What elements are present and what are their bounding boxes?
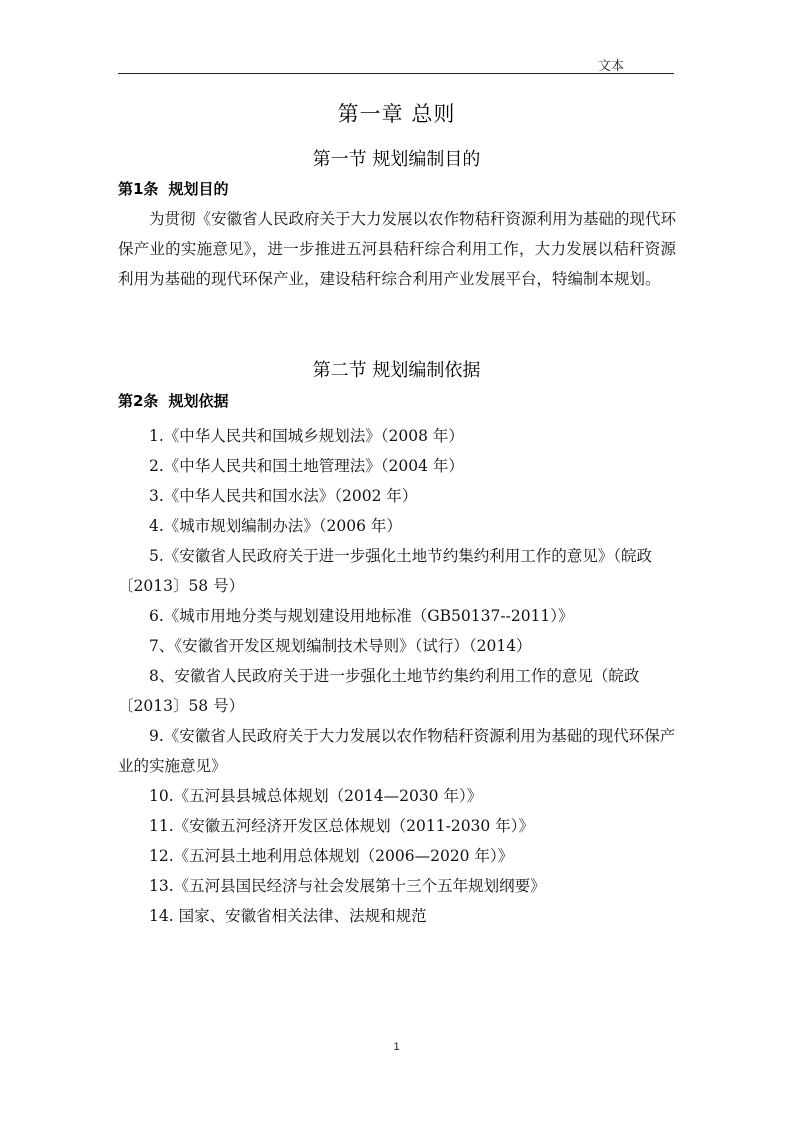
article-number: 第1条 — [118, 180, 159, 198]
chapter-title: 第一章 总则 — [337, 102, 456, 126]
article-title: 规划目的 — [168, 180, 229, 198]
header-rule — [118, 73, 674, 74]
list-item: 4.《城市规划编制办法》（2006 年） — [149, 517, 402, 535]
section-title-basis: 第二节 规划编制依据 — [312, 360, 481, 381]
list-item: 12.《五河县土地利用总体规划（2006—2020 年）》 — [149, 847, 514, 865]
list-item: 5.《安徽省人民政府关于进一步强化土地节约集约利用工作的意见》（皖政〔2013〕58 号） — [118, 547, 653, 595]
basis-list — [118, 421, 676, 931]
list-item: 8、安徽省人民政府关于进一步强化土地节约集约利用工作的意见（皖政〔2013〕58 号） — [118, 667, 640, 715]
section-title-purpose: 第一节 规划编制目的 — [312, 149, 481, 170]
list-item: 9.《安徽省人民政府关于大力发展以农作物秸秆资源利用为基础的现代环保产业的实施意见》 — [118, 727, 676, 775]
list-item: 13.《五河县国民经济与社会发展第十三个五年规划纲要》 — [149, 877, 546, 895]
list-item: 3.《中华人民共和国水法》（2002 年） — [149, 487, 418, 505]
page-number: 1 — [393, 1041, 400, 1053]
list-item: 11.《安徽五河经济开发区总体规划（2011-2030 年）》 — [149, 817, 534, 835]
list-item: 7、《安徽省开发区规划编制技术导则》（试行）（2014） — [149, 637, 532, 655]
list-item: 14. 国家、安徽省相关法律、法规和规范 — [149, 907, 427, 925]
purpose-paragraph: 为贯彻《安徽省人民政府关于大力发展以农作物秸秆资源利用为基础的现代环保产业的实施意见》，进一步推进五河县秸秆综合利用工作，大力发展以秸秆资源利用为基础的现代环保产业，建设秸秆综合利用产业发展平台，特编制本规划。 — [118, 210, 677, 288]
list-item: 6.《城市用地分类与规划建设用地标准（GB50137--2011）》 — [149, 607, 574, 625]
list-item: 10.《五河县县城总体规划（2014—2030 年）》 — [149, 787, 483, 805]
article-heading-1 — [118, 178, 228, 199]
article-heading-2 — [118, 390, 228, 411]
header-label: 文本 — [598, 59, 625, 74]
article-title: 规划依据 — [168, 392, 229, 410]
list-item: 2.《中华人民共和国土地管理法》（2004 年） — [149, 457, 464, 475]
article-number: 第2条 — [118, 392, 159, 410]
list-item: 1.《中华人民共和国城乡规划法》（2008 年） — [149, 427, 464, 445]
